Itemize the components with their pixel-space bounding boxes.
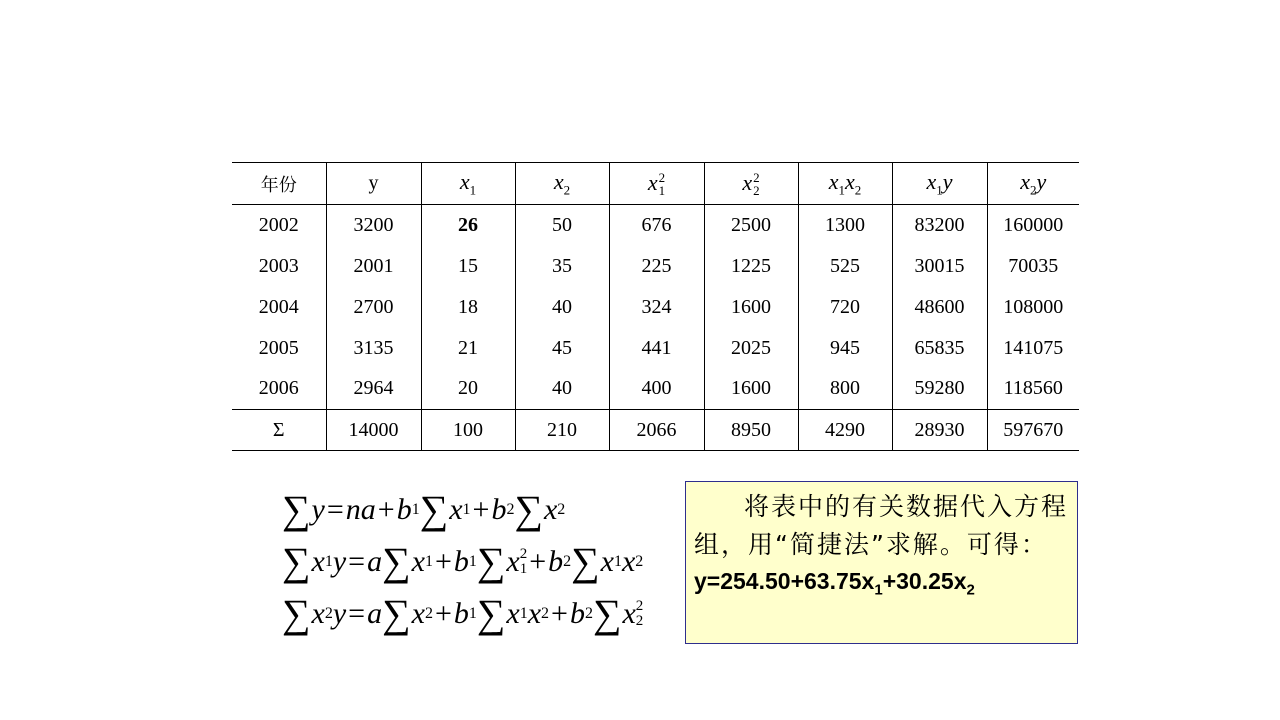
table-row (232, 246, 1079, 287)
equation-3: ∑ x 2 y = a ∑ x 2 + b 1 ∑ x 1 x 2 + b 2 ∑ x 2 2 (282, 591, 644, 636)
table-cell: 100 (421, 410, 515, 451)
table-cell: 225 (609, 246, 704, 287)
table-cell: 40 (515, 369, 609, 410)
table-cell: 1300 (798, 205, 892, 246)
table-cell: 1600 (704, 369, 798, 410)
table-cell: 1600 (704, 287, 798, 328)
table-cell: 3135 (326, 328, 421, 369)
note-text: 将表中的有关数据代入方程组，用“简捷法”求解。可得： (694, 492, 1069, 559)
equation-2: ∑ x 1 y = a ∑ x 1 + b 1 ∑ x 2 1 + b 2 ∑ x 1 x 2 (282, 539, 644, 584)
table-cell: 8950 (704, 410, 798, 451)
table-cell: 45 (515, 328, 609, 369)
table-cell: 210 (515, 410, 609, 451)
table-row (232, 328, 1079, 369)
table-cell: 35 (515, 246, 609, 287)
equation-1: ∑ y = na + b 1 ∑ x 1 + b 2 ∑ x 2 (282, 487, 566, 532)
table-cell: 2006 (258, 377, 299, 400)
regression-result: $y=254.50+63.75x_1+30.25x_2$ (694, 568, 975, 599)
table-cell: 3200 (326, 205, 421, 246)
table-cell: 597670 (987, 410, 1079, 451)
header-x2-squared: x 2 2 (704, 163, 798, 205)
sum-symbol-cell: Σ (232, 410, 326, 451)
table-cell: 48600 (892, 287, 987, 328)
table-cell: 83200 (892, 205, 987, 246)
table-cell: 40 (515, 287, 609, 328)
table-cell: 1225 (704, 246, 798, 287)
table-cell: 21 (421, 328, 515, 369)
table-total-row (232, 410, 1079, 451)
table-cell: 50 (515, 205, 609, 246)
table-cell: 2066 (609, 410, 704, 451)
table-cell: 18 (421, 287, 515, 328)
table-cell: 30015 (892, 246, 987, 287)
header-x1: $x_1$ (421, 163, 515, 205)
table-row (232, 287, 1079, 328)
header-x1-x2: $x_1x_2$ (798, 163, 892, 205)
table-cell: 141075 (987, 328, 1079, 369)
table-cell: 945 (798, 328, 892, 369)
normal-equations (282, 484, 662, 640)
table-cell: 2003 (258, 254, 299, 277)
table-cell: 400 (609, 369, 704, 410)
table-cell: 4290 (798, 410, 892, 451)
table-cell: 59280 (892, 369, 987, 410)
table-cell: 800 (798, 369, 892, 410)
table-cell: 441 (609, 328, 704, 369)
table-cell: 15 (421, 246, 515, 287)
table-cell: 2700 (326, 287, 421, 328)
table-cell: 118560 (987, 369, 1079, 410)
table-row (232, 369, 1079, 410)
table-cell: 2005 (258, 336, 299, 359)
table-cell: 2001 (326, 246, 421, 287)
table-cell: 324 (609, 287, 704, 328)
table-cell: 2964 (326, 369, 421, 410)
header-x1-y: $x_1y$ (892, 163, 987, 205)
table-cell: 70035 (987, 246, 1079, 287)
table-cell: 20 (421, 369, 515, 410)
table-cell: 160000 (987, 205, 1079, 246)
table-cell: 525 (798, 246, 892, 287)
table-cell: 65835 (892, 328, 987, 369)
table-row (232, 205, 1079, 246)
table-cell: 108000 (987, 287, 1079, 328)
header-y: y (326, 163, 421, 205)
table-header-row (232, 163, 1079, 205)
result-note-box (685, 481, 1078, 644)
table-cell: 676 (609, 205, 704, 246)
table-cell: 720 (798, 287, 892, 328)
header-x2-y: $x_2y$ (987, 163, 1079, 205)
table-cell: 2025 (704, 328, 798, 369)
table-cell: 14000 (326, 410, 421, 451)
table-cell: 2002 (258, 213, 299, 236)
data-table-container (232, 162, 1079, 451)
header-x2: $x_2$ (515, 163, 609, 205)
header-x1-squared: x 2 1 (609, 163, 704, 205)
header-year: 年份 (232, 163, 326, 205)
regression-data-table (232, 162, 1079, 451)
table-cell: 28930 (892, 410, 987, 451)
table-cell: 2004 (258, 295, 299, 318)
table-cell: 2500 (704, 205, 798, 246)
table-cell: 26 (421, 205, 515, 246)
